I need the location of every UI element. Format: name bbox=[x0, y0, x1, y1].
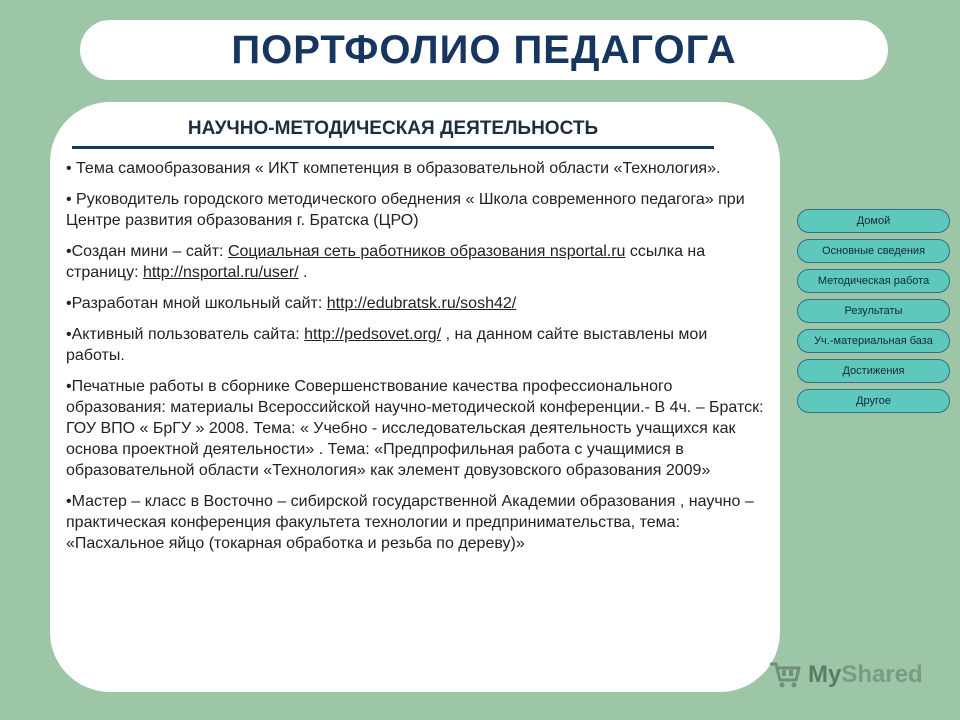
nav-basic-info-button[interactable]: Основные сведения bbox=[797, 239, 950, 263]
nsportal-link[interactable]: Социальная сеть работников образования nsportal.ru bbox=[227, 243, 626, 260]
bullet-publications: •Печатные работы в сборнике Совершенствование качества профессионального образования: материалы Всероссийской научно-методической конференции.- В 4ч. – Братск: ГОУ ВПО « БрГУ » 2008. Тема: « Учебно - исследовательская деятельность учащихся как основа проектной деятельности» . Тема: «Предпрофильная работа с учащимися в образовательной области «Технология» как элемент довузовского образования 2009» bbox=[66, 378, 764, 479]
title-bar bbox=[80, 20, 888, 80]
bullet-pedsovet-suffix: , на данном сайте выставлены мои работы. bbox=[66, 326, 708, 364]
pedsovet-link[interactable]: http://pedsovet.org/ bbox=[304, 326, 442, 343]
bullet-pedsovet-prefix: •Активный пользователь сайта: bbox=[66, 326, 305, 343]
bullet-mini-site bbox=[66, 241, 766, 283]
section-title: НАУЧНО-МЕТОДИЧЕСКАЯ ДЕЯТЕЛЬНОСТЬ bbox=[72, 118, 714, 149]
bullet-methodical-leader: • Руководитель городского методического обеднения « Школа современного педагога» при Центре развития образования г. Братска (ЦРО) bbox=[66, 191, 745, 229]
nav-other-button[interactable]: Другое bbox=[797, 389, 950, 413]
shopping-cart-icon bbox=[768, 660, 802, 690]
watermark bbox=[768, 658, 923, 692]
nav-material-base-button[interactable]: Уч.-материальная база bbox=[797, 329, 950, 353]
bullet-list bbox=[66, 158, 766, 564]
watermark-shared: Shared bbox=[841, 661, 923, 688]
school-site-link[interactable]: http://edubratsk.ru/sosh42/ bbox=[326, 295, 517, 312]
nsportal-user-link[interactable]: http://nsportal.ru/user/ bbox=[142, 264, 299, 281]
bullet-self-education: • Тема самообразования « ИКТ компетенция в образовательной области «Технология». bbox=[66, 160, 721, 177]
watermark-my: My bbox=[808, 661, 842, 688]
nav-home-button[interactable]: Домой bbox=[797, 209, 950, 233]
bullet-school-site-prefix: •Разработан мной школьный сайт: bbox=[66, 295, 327, 312]
bullet-mini-site-end: . bbox=[298, 264, 308, 281]
side-nav bbox=[797, 209, 950, 419]
page-title: ПОРТФОЛИО ПЕДАГОГА bbox=[231, 27, 737, 72]
bullet-mini-site-prefix: •Создан мини – сайт: bbox=[66, 243, 228, 260]
nav-achievements-button[interactable]: Достижения bbox=[797, 359, 950, 383]
bullet-mini-site-mid: ссылка на страницу: bbox=[66, 243, 706, 281]
nav-results-button[interactable]: Результаты bbox=[797, 299, 950, 323]
bullet-pedsovet bbox=[66, 324, 766, 366]
bullet-school-site bbox=[66, 293, 766, 314]
nav-methodical-work-button[interactable]: Методическая работа bbox=[797, 269, 950, 293]
bullet-master-class: •Мастер – класс в Восточно – сибирской государственной Академии образования , научно – практическая конференция факультета технологии и предпринимательства, тема: «Пасхальное яйцо (токарная обработка и резьба по дереву)» bbox=[66, 493, 754, 552]
